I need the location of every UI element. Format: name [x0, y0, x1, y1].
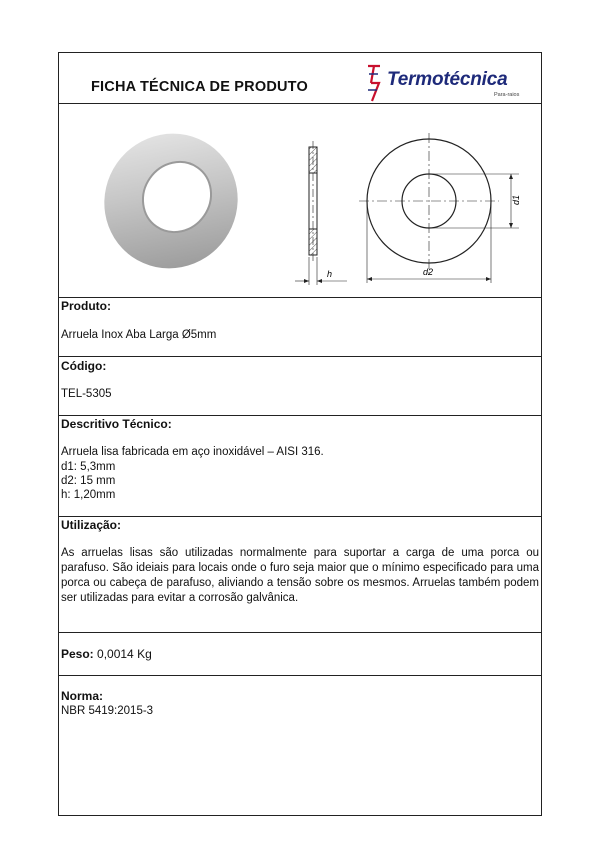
- produto-value: Arruela Inox Aba Larga Ø5mm: [61, 329, 217, 341]
- descritivo-line: Arruela lisa fabricada em aço inoxidável – AISI 316.: [61, 446, 324, 458]
- divider: [59, 356, 541, 357]
- utilizacao-label: Utilização:: [61, 518, 122, 532]
- peso-label: Peso:: [61, 647, 94, 661]
- utilizacao-text: As arruelas lisas são utilizadas normalmente para suportar a carga de uma porca ou parafuso. São ideiais para locais onde o furo seja maior que o mínimo especificado para uma porca ou cabeça de parafuso, aliviando a tensão sobre os mesmos. Arruelas também podem ser utilizadas para evitar a corrosão galvânica.: [61, 547, 539, 604]
- peso-row: [61, 647, 152, 662]
- codigo-label: Código:: [61, 359, 107, 373]
- washer-photo: [101, 131, 241, 271]
- product-sheet: [58, 52, 542, 816]
- descritivo-line: d1: 5,3mm: [61, 461, 116, 473]
- peso-value: 0,0014 Kg: [97, 647, 152, 661]
- descritivo-line: h: 1,20mm: [61, 489, 116, 501]
- company-logo: [365, 61, 535, 105]
- logo-subtitle: Para-raios: [494, 92, 520, 98]
- norma-label: Norma:: [61, 689, 104, 703]
- norma-value: NBR 5419:2015-3: [61, 705, 154, 717]
- washer-front-view: [359, 133, 529, 308]
- page-title: FICHA TÉCNICA DE PRODUTO: [91, 79, 308, 95]
- logo-text: Termotécnica: [387, 69, 508, 90]
- divider: [59, 103, 541, 104]
- descritivo-line: d2: 15 mm: [61, 475, 116, 487]
- h-dimension-label: h: [327, 269, 333, 279]
- d2-dimension-label: d2: [423, 267, 434, 277]
- divider: [59, 516, 541, 517]
- logo-mark-icon: [365, 63, 389, 103]
- washer-side-view: [291, 133, 351, 303]
- divider: [59, 675, 541, 676]
- d1-dimension-label: d1: [511, 194, 521, 205]
- descritivo-label: Descritivo Técnico:: [61, 417, 172, 431]
- divider: [59, 415, 541, 416]
- divider: [59, 632, 541, 633]
- divider: [59, 297, 541, 298]
- codigo-value: TEL-5305: [61, 388, 112, 400]
- produto-label: Produto:: [61, 299, 111, 313]
